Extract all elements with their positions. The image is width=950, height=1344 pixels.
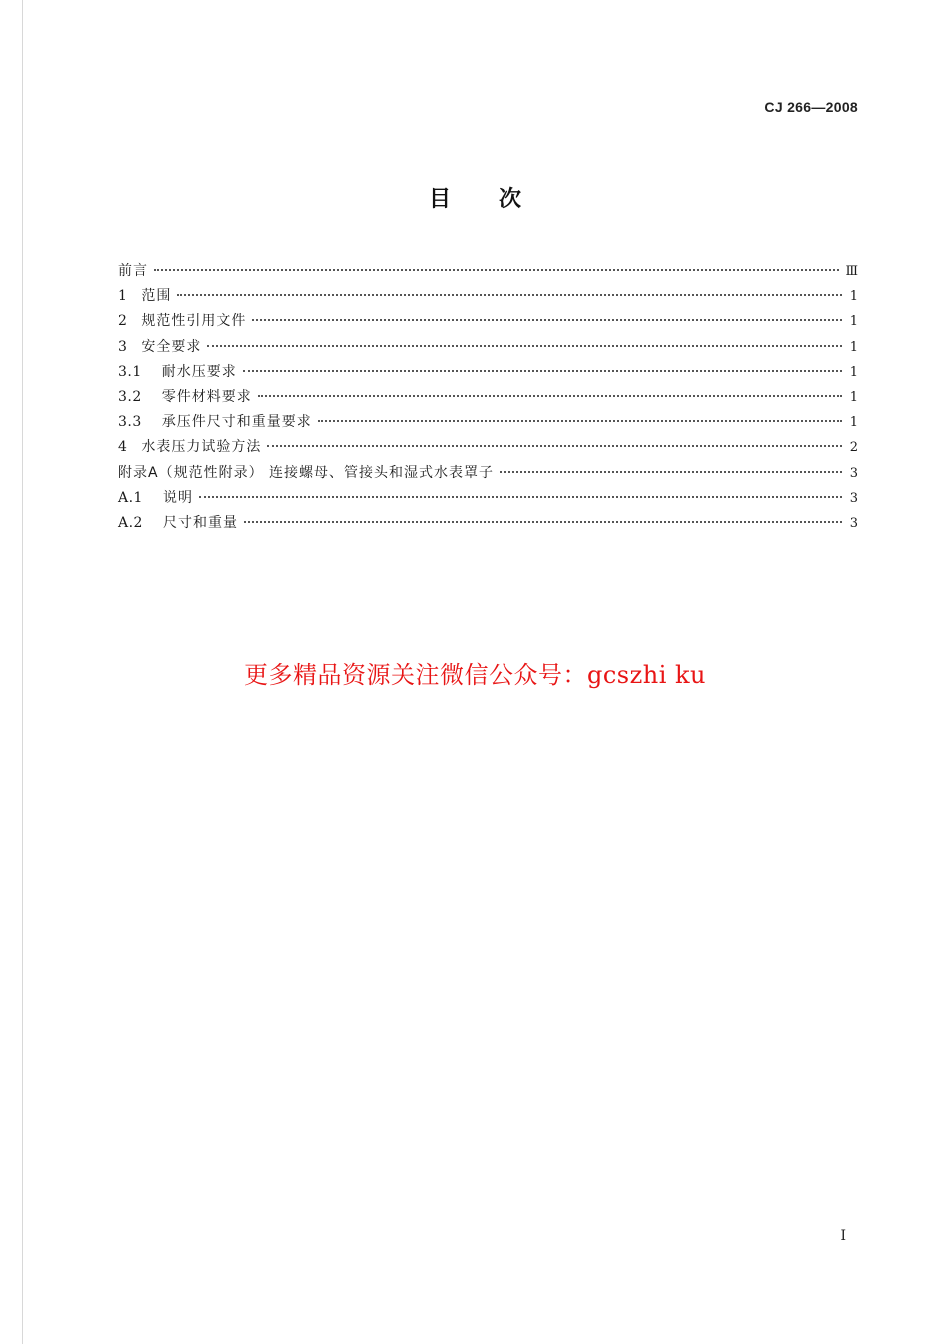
toc-entry-text: 安全要求 <box>141 338 202 355</box>
toc-entry-number: 3 <box>118 338 128 355</box>
toc-leader-dots <box>177 293 842 296</box>
toc-entry-page: 1 <box>849 339 858 355</box>
toc-entry-page: 3 <box>849 465 858 481</box>
toc-entry[interactable] <box>118 309 858 334</box>
toc-leader-dots <box>500 470 842 473</box>
toc-entry[interactable] <box>118 360 858 385</box>
promo-banner <box>0 655 950 690</box>
toc-entry-text: 规范性引用文件 <box>141 313 247 330</box>
promo-text: 更多精品资源关注微信公众号： <box>243 661 587 689</box>
toc-entry-page: 1 <box>849 415 858 431</box>
toc-entry-text: 前言 <box>118 263 148 279</box>
toc-entry-text: 耐水压要求 <box>161 363 237 380</box>
toc-entry-text: 范围 <box>141 288 172 305</box>
toc-leader-dots <box>252 318 842 321</box>
toc-entry-page: 1 <box>849 289 858 305</box>
toc-entry-page: 2 <box>849 440 858 456</box>
page-number: I <box>840 1228 846 1244</box>
toc-entry[interactable] <box>118 335 858 360</box>
toc-entry-number: 1 <box>118 288 128 305</box>
toc-leader-dots <box>199 495 842 498</box>
toc-entry-text: 零件材料要求 <box>161 388 252 405</box>
toc-entry[interactable] <box>118 511 858 536</box>
toc-entry-page: 3 <box>849 490 858 506</box>
toc-entry-number: 4 <box>118 439 128 456</box>
table-of-contents <box>118 259 858 536</box>
toc-entry-number: 3.1 <box>118 363 142 380</box>
toc-entry[interactable] <box>118 259 858 284</box>
toc-entry-page: 1 <box>849 314 858 330</box>
toc-entry-number: A.1 <box>118 489 143 506</box>
toc-leader-dots <box>243 369 842 372</box>
toc-entry-page: Ⅲ <box>845 264 858 279</box>
document-code: CJ 266—2008 <box>764 99 858 115</box>
promo-account: gcszhi ku <box>586 661 707 689</box>
toc-entry[interactable] <box>118 486 858 511</box>
toc-title: 目次 <box>428 187 569 212</box>
toc-entry-text: 附录A（规范性附录） 连接螺母、管接头和湿式水表罩子 <box>118 464 495 481</box>
toc-leader-dots <box>244 520 842 523</box>
toc-leader-dots <box>318 419 842 422</box>
toc-entry-text: 说明 <box>162 489 193 506</box>
toc-entry-page: 1 <box>849 389 858 405</box>
toc-entry-number: 2 <box>118 313 128 330</box>
toc-leader-dots <box>258 394 842 397</box>
toc-leader-dots <box>207 344 842 347</box>
toc-entry-text: 水表压力试验方法 <box>141 439 262 456</box>
toc-leader-dots <box>267 444 842 447</box>
toc-entry[interactable] <box>118 435 858 460</box>
toc-entry[interactable] <box>118 385 858 410</box>
toc-entry-text: 尺寸和重量 <box>162 514 238 531</box>
toc-entry-page: 3 <box>849 515 858 531</box>
toc-entry[interactable] <box>118 284 858 309</box>
toc-leader-dots <box>154 268 839 271</box>
toc-entry-number: A.2 <box>118 514 143 531</box>
toc-entry[interactable] <box>118 461 858 486</box>
toc-entry[interactable] <box>118 410 858 435</box>
toc-entry-number: 3.2 <box>118 388 142 405</box>
toc-entry-text: 承压件尺寸和重量要求 <box>161 414 312 431</box>
toc-entry-page: 1 <box>849 364 858 380</box>
toc-entry-number: 3.3 <box>118 414 142 431</box>
